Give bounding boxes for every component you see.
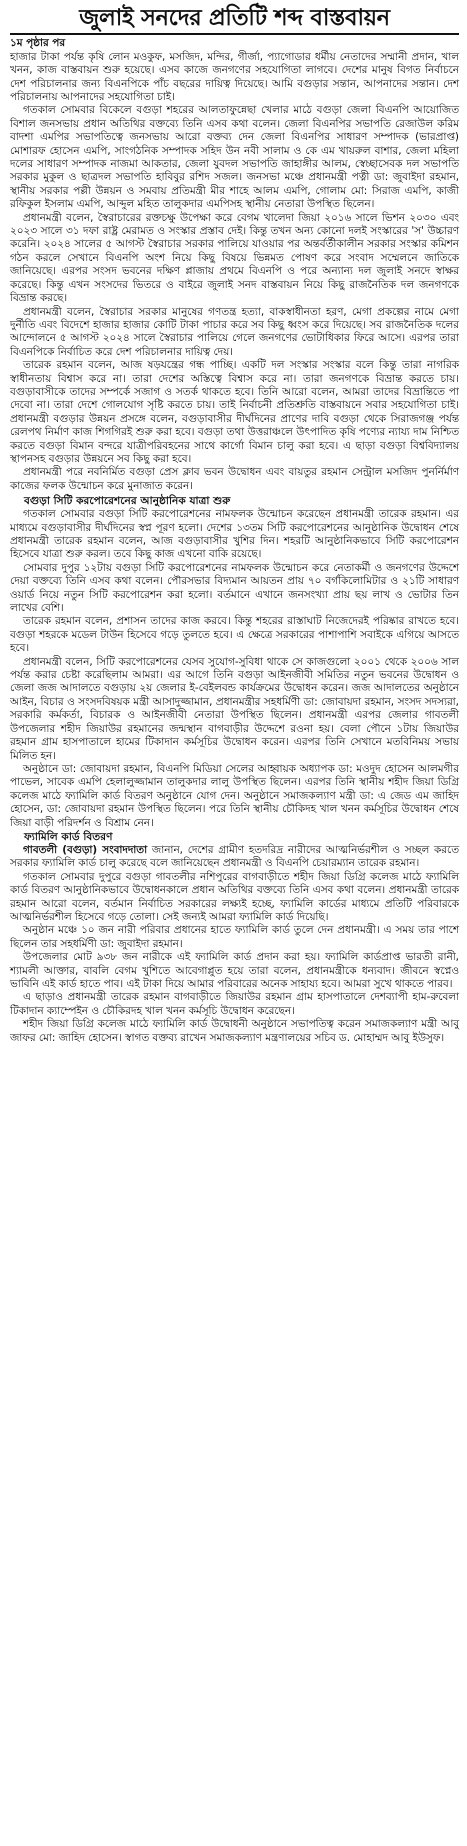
paragraph: তারেক রহমান বলেন, প্রশাসন তাদের কাজ করবে। কিন্তু শহরের রাস্তাঘাট নিজেদেরই পরিষ্কার রাখতে হবে। বগুড়া শহরকে মডেল টাউন হিসেবে গড়ে তুলতে হবে। এ ক্ষেত্রে সরকারের পাশাপাশি সবাইকে এগিয়ে আসতে হবে।: [10, 615, 459, 655]
headline-rule: [10, 33, 459, 35]
paragraph: গতকাল সোমবার দুপুরে বগুড়া গাবতলীর নশিপুরের বাগবাড়ীতে শহীদ জিয়া ডিগ্রি কলেজ মাঠে ফ্যামিলি কার্ড বিতরণ আনুষ্ঠানিকভাবে উদ্বোধনকালে প্রধান অতিথির বক্তব্যে তিনি এসব কথা বলেন। প্রধানমন্ত্রী তারেক রহমান আরো বলেন, বর্তমান নির্বাচিত সরকারের লক্ষ্যই হচ্ছে, ফ্যামিলি কার্ডের মাধ্যমে প্রতিটি পরিবারকে আত্মনির্ভরশীল হিসেবে গড়ে তোলা। সেই জন্যই আমরা ফ্যামিলি কার্ড দিয়েছি।: [10, 870, 459, 923]
paragraph: অনুষ্ঠানে ডা: জোবায়দা রহমান, বিএনপি মিডিয়া সেলের আহ্বায়ক অধ্যাপক ডা: মওদুদ হোসেন আলমগীর পাভেল, সাবেক এমপি হেলালুজ্জামান তালুকদার লালু উপস্থিত ছিলেন। এরপর তিনি স্থানীয় শহীদ জিয়া ডিগ্রি কলেজ মাঠে ফ্যামিলি কার্ড বিতরণ অনুষ্ঠানে যোগ দেন। অনুষ্ঠানে সমাজকল্যাণ মন্ত্রী ডা: এ জেড এম জাহিদ হোসেন, ডা: জোবায়দা রহমান উপস্থিত ছিলেন। পরে তিনি স্থানীয় চৌকিদহ খাল খনন কর্মসূচির উদ্বোধন শেষে জিয়া বাড়ী পরিদর্শন ও বিশ্রাম নেন।: [10, 762, 459, 829]
continued-from-label: ১ম পৃষ্ঠার পর: [10, 37, 66, 49]
paragraph: প্রধানমন্ত্রী বলেন, সিটি করপোরেশনের যেসব সুযোগ-সুবিধা থাকে সে কাজগুলো ২০০১ থেকে ২০০৬ সাল পর্যন্ত করার চেষ্টা করেছিলাম আমরা। এর আগে তিনি বগুড়া আইনজীবী সমিতির নতুন ভবনের উদ্বোধন ও জেলা জজ আদালতে বগুড়ায় ২য় জেলার ই-বেইলবন্ড কার্যক্রমের উদ্বোধন করেন। জজ আদালতের অনুষ্ঠানে আইন, বিচার ও সংসদবিষয়ক মন্ত্রী আসাদুজ্জামান, প্রধানমন্ত্রীর সহধর্মিণী ডা: জোবায়দা রহমান, সংসদ সদস্যরা, সরকারি কর্মকর্তা, বিচারক ও আইনজীবী নেতারা উপস্থিত ছিলেন। প্রধানমন্ত্রী এরপর জেলার গাবতলী উপজেলার শহীদ জিয়াউর রহমানের জন্মস্থান বাগবাড়ীর উদ্দেশে রওনা হয়। বেলা পৌনে ১টায় জিয়াউর রহমান গ্রাম হাসপাতালে হামের টিকাদান কর্মসূচির উদ্বোধন করেন। এরপর তিনি সেখানে মতবিনিময় সভায় মিলিত হন।: [10, 655, 459, 762]
paragraph: হাজার টাকা পর্যন্ত কৃষি লোন মওকুফ, মসজিদ, মন্দির, গীর্জা, প্যাগোডার ধর্মীয় নেতাদের সম্মানী প্রদান, খাল খনন, কাজ বাস্তবায়ন শুরু হয়েছে। এসব কাজে জনগণের সহযোগিতা লাগবে। দেশের মানুষ বিগত নির্বাচনে দেশ পরিচালনার জন্য বিএনপিকে পাঁচ বছরের দায়িত্ব দিয়েছে। আমি বগুড়ার সন্তান, আপনাদের সন্তান। দেশ পরিচালনায় আপনাদের সহযোগিতা চাই।: [10, 50, 459, 104]
paragraph: এ ছাড়াও প্রধানমন্ত্রী তারেক রহমান বাগবাড়ীতে জিয়াউর রহমান গ্রাম হাসপাতালে দেশব্যাপী হাম-রুবেলা টিকাদান ক্যাম্পেইন ও চৌকিরদহ খাল খনন কর্মসূচি উদ্বোধন করেছেন।: [10, 991, 459, 1017]
dateline: গাবতলী (বগুড়া) সংবাদদাতা: [23, 843, 148, 856]
article-headline: জুলাই সনদের প্রতিটি শব্দ বাস্তবায়ন: [79, 5, 390, 31]
paragraph: উপজেলার মোট ৯৩৮ জন নারীকে এই ফ্যামিলি কার্ড প্রদান করা হয়। ফ্যামিলি কার্ডপ্রাপ্ত ভারতী রানী, শ্যামলী আক্তার, বাবলি বেগম খুশিতে আবেগাপ্লুত হয়ে তারা বলেন, প্রধানমন্ত্রীকে ধন্যবাদ। জীবনে স্বপ্নেও ভাবিনি এই কার্ড হাতে পাব। এই টাকা দিয়ে আমার পরিবারের অনেক সাহায্য হবে। আমরা সুখে থাকতে পারব।: [10, 951, 459, 991]
paragraph: গতকাল সোমবার বিকেলে বগুড়া শহরের আলতাফুন্নেছা খেলার মাঠে বগুড়া জেলা বিএনপি আয়োজিত বিশাল জনসভায় প্রধান অতিথির বক্তব্যে তিনি এসব কথা বলেন। জেলা বিএনপির সভাপতি রেজাউল করিম বাদশা এমপির সভাপতিত্বে জনসভায় আরো বক্তব্য দেন জেলা বিএনপির সাধারণ সম্পাদক (ভারপ্রাপ্ত) মোশারফ হোসেন এমপি, সাংগঠনিক সম্পাদক সহিদ উন নবী সালাম ও কে এম খায়রুল বাশার, জেলা মহিলা দলের সাধারণ সম্পাদক নাজমা আকতার, জেলা যুবদল সভাপতি জাহাঙ্গীর আলম, স্বেচ্ছাসেবক দল সভাপতি সরকার মুকুল ও ছাত্রদল সভাপতি হাবিবুর রশিদ সজল। জনসভা মঞ্চে প্রধানমন্ত্রী পত্নী ডা: জুবাইদা রহমান, স্থানীয় সরকার পল্লী উন্নয়ন ও সমবায় প্রতিমন্ত্রী মীর শাহে আলম এমপি, গোলাম মো: সিরাজ এমপি, কাজী রফিকুল ইসলাম এমপি, আব্দুল মহিত তালুকদার এমপিসহ স্থানীয় নেতারা উপস্থিত ছিলেন।: [10, 104, 459, 211]
paragraph: সোমবার দুপুর ১২টায় বগুড়া সিটি করপোরেশনের নামফলক উন্মোচন করে নেতাকর্মী ও জনগণের উদ্দেশে দেয়া বক্তব্যে তিনি এসব কথা বলেন। পৌরসভার বিদ্যমান আয়তন প্রায় ৭০ বর্গকিলোমিটার ও ২১টি সাধারণ ওয়ার্ড নিয়ে নতুন সিটি করপোরেশন করা হলো। বর্তমানে এখানে জনসংখ্যা প্রায় ছয় লাখ ও ভোটার তিন লাখের বেশি।: [10, 561, 459, 615]
paragraph: প্রধানমন্ত্রী বলেন, স্বৈরাচারের রক্তচক্ষু উপেক্ষা করে বেগম খালেদা জিয়া ২০১৬ সালে ভিশন ২০৩০ এবং ২০২৩ সালে ৩১ দফা রাষ্ট্র মেরামত ও সংস্কার প্রস্তাব দেই। কিন্তু তখন অন্য কোনো দলই সংস্কারের 'স' উচ্চারণ করেনি। ২০২৪ সালের ৫ আগস্ট স্বৈরাচার সরকার পালিয়ে যাওয়ার পর অন্তর্বর্তীকালীন সরকার সংস্কার কমিশন গঠন করলে সেখানে বিএনপি অংশ নিয়ে কিছু বিষয়ে ভিন্নমত পোষণ করে সংবাদ সম্মেলনে জাতিকে জানিয়েছে। এরপর সংসদ ভবনের দক্ষিণ প্লাজায় প্রথমে বিএনপি ও পরে অন্যান্য দল জুলাই সনদে স্বাক্ষর করেছে। কিন্তু এখন সংসদের ভিতরে ও বাইরে জুলাই সনদ বাস্তবায়ন নিয়ে কিছু রাজনৈতিক দল জনগণকে বিভ্রান্ত করছে।: [10, 211, 459, 305]
paragraph: তারেক রহমান বলেন, আজ ষড়যন্ত্রের গন্ধ পাচ্ছি। একটি দল সংস্কার সংস্কার বলে কিন্তু তারা নাগরিক স্বাধীনতায় বিশ্বাস করে না। তারা দেশের অস্তিত্বে বিশ্বাস করে না। তারা জনগণকে বিভ্রান্ত করতে চায়। বগুড়াবাসীকে তাদের সম্পর্কে সজাগ ও সতর্ক থাকতে হবে। তিনি আরো বলেন, আমরা তাদের বিভ্রান্তিতে পা দেবো না। তারা দেশে গোলযোগ সৃষ্টি করতে চায়। তাই নির্বাচনী প্রতিশ্রুতি বাস্তবায়নে সবার সহযোগিতা চাই। প্রধানমন্ত্রী বগুড়ার উন্নয়ন প্রসঙ্গে বলেন, বগুড়াবাসীর দীর্ঘদিনের প্রাণের দাবি বগুড়া থেকে সিরাজগঞ্জ পর্যন্ত রেলপথ নির্মাণ কাজ শিগগিরই শুরু করা হবে। বগুড়া তথা উত্তরাঞ্চলে উৎপাদিত কৃষি পণ্যের ন্যায্য দাম নিশ্চিত করতে বগুড়া বিমান বন্দরে যাত্রীপরিবহনের সাথে কার্গো বিমান চালু করা হবে। এ ছাড়া বগুড়া বিশ্ববিদ্যালয় স্থাপনসহ বগুড়ার উন্নয়নে সব কিছু করা হবে।: [10, 359, 459, 465]
paragraph: অনুষ্ঠান মঞ্চে ১০ জন নারী পরিবার প্রধানের হাতে ফ্যামিলি কার্ড তুলে দেন প্রধানমন্ত্রী। এ সময় তার পাশে ছিলেন তার সহধর্মিণী ডা: জুবাইদা রহমান।: [10, 924, 459, 950]
paragraph: শহীদ জিয়া ডিগ্রি কলেজ মাঠে ফ্যামিলি কার্ড উদ্বোধনী অনুষ্ঠানে সভাপতিত্ব করেন সমাজকল্যাণ মন্ত্রী আবু জাফর মো: জাহিদ হোসেন। স্বাগত বক্তব্য রাখেন সমাজকল্যাণ মন্ত্রণালয়ের সচিব ড. মোহাম্মদ আবু ইউসুফ।: [10, 1018, 459, 1044]
paragraph: প্রধানমন্ত্রী বলেন, স্বৈরাচার সরকার মানুষের গণতন্ত্র হত্যা, বাকস্বাধীনতা হরণ, মেগা প্রকল্পের নামে মেগা দুর্নীতি এবং বিদেশে হাজার হাজার কোটি টাকা পাচার করে সব কিছু ধ্বংস করে দিয়েছে। সব রাজনৈতিক দলের আন্দোলনে ৫ আগস্ট ২০২৪ সালে স্বৈরাচার পালিয়ে গেলে জনগণের ভোটাধিকার ফিরে আসে। এরপর তারা বিএনপিকে নির্বাচিত করে দেশ পরিচালনার দায়িত্ব দেয়।: [10, 305, 459, 358]
paragraph: গতকাল সোমবার বগুড়া সিটি করপোরেশনের নামফলক উন্মোচন করেছেন প্রধানমন্ত্রী তারেক রহমান। এর মাধ্যমে বগুড়াবাসীর দীর্ঘদিনের স্বপ্ন পূরণ হলো। দেশের ১৩তম সিটি করপোরেশনের আনুষ্ঠানিক উদ্বোধন শেষে প্রধানমন্ত্রী তারেক রহমান বলেন, আজ বগুড়াবাসীর খুশির দিন। শহরটি আনুষ্ঠানিকভাবে সিটি করপোরেশন হিসেবে যাত্রা শুরু করল। তবে কিছু কাজ এখনো বাকি রয়েছে।: [10, 508, 459, 561]
dateline-body: জানান, দেশের গ্রামীণ হতদরিদ্র নারীদের আত্মনির্ভরশীল ও সচ্ছল করতে সরকার ফ্যামিলি কার্ড চালু করেছে বলে জানিয়েছেন প্রধানমন্ত্রী ও বিএনপি চেয়ারম্যান তারেক রহমান।: [10, 843, 459, 870]
paragraph-dateline: [10, 844, 459, 871]
paragraph: প্রধানমন্ত্রী পরে নবনির্মিত বগুড়া প্রেস ক্লাব ভবন উদ্বোধন এবং বায়তুর রহমান সেন্ট্রাল মসজিদ পুনর্নির্মাণ কাজের ফলক উন্মোচন করে মুনাজাত করেন।: [10, 466, 459, 492]
subheading-city-corporation: বগুড়া সিটি করপোরেশনের আনুষ্ঠানিক যাত্রা শুরু: [24, 495, 231, 508]
subheading-family-card: ফ্যামিলি কার্ড বিতরণ: [24, 830, 113, 843]
